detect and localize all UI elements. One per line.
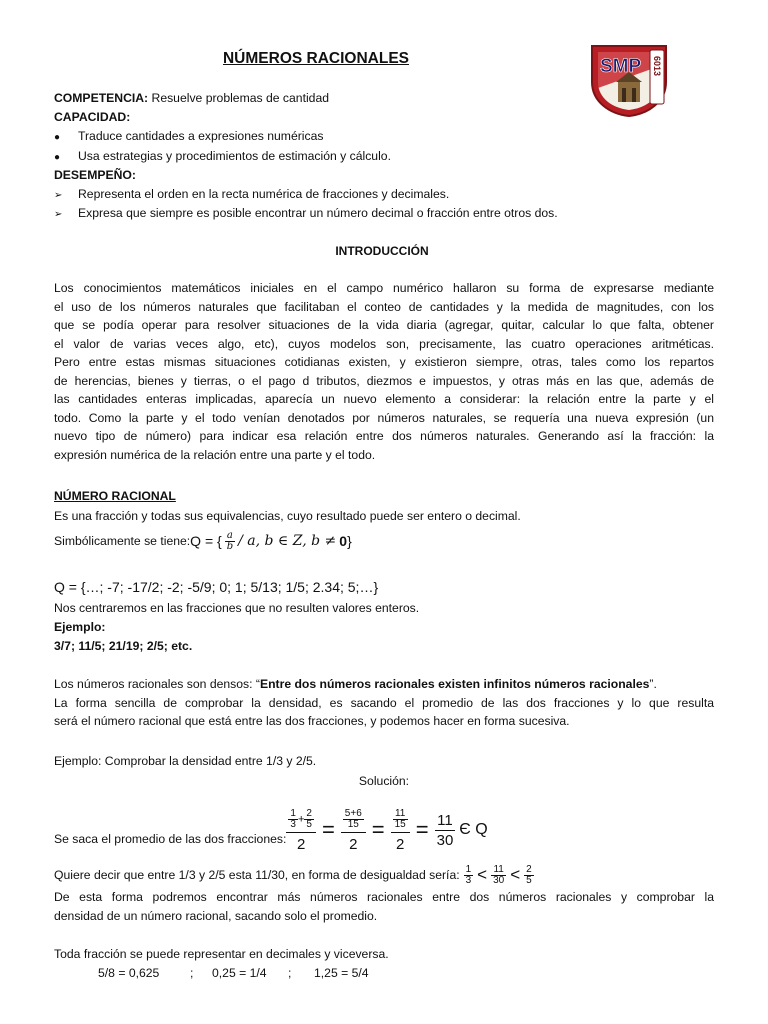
less-than: < bbox=[510, 864, 521, 884]
densidad-ejemplo: Ejemplo: Comprobar la densidad entre 1/3 y 2/5. bbox=[54, 754, 317, 768]
intro-line: el valor de varias veces algo, etc), cuyos modelos son, precisamente, las cuatro operaciones aritméticas. bbox=[54, 336, 714, 351]
quiere-decir: Quiere decir que entre 1/3 y 2/5 esta 11/30, en forma de desigualdad sería: bbox=[54, 867, 460, 882]
ineq-a-den: 3 bbox=[465, 874, 472, 886]
f2-numerator: 2 bbox=[306, 807, 312, 819]
set-denominator: b bbox=[226, 540, 234, 552]
ejemplo-values: 3/7; 11/5; 21/19; 2/5; etc. bbox=[54, 639, 193, 653]
densidad-paragraph bbox=[54, 675, 714, 731]
conclusion-line: densidad de un número racional, sacando solo el promedio. bbox=[54, 908, 378, 923]
set-fraction bbox=[225, 531, 235, 552]
symbolic-prefix: Simbólicamente se tiene: bbox=[54, 533, 191, 548]
logo-text: SMP bbox=[600, 56, 642, 77]
set-close: } bbox=[347, 532, 352, 549]
arrow-bullet-icon: ➢ bbox=[54, 190, 63, 201]
numero-racional-heading: NÚMERO RACIONAL bbox=[54, 489, 176, 503]
ineq-fraction-c bbox=[524, 865, 534, 886]
competencia-text: Resuelve problemas de cantidad bbox=[148, 91, 330, 105]
set-zero: 0 bbox=[339, 532, 348, 549]
intro-line: el uso de los números naturales que facilitaban el conteo de cantidades y la medida de magnitudes, con los bbox=[54, 299, 714, 314]
s2-denominator: 15 bbox=[343, 819, 364, 830]
result-numerator: 11 bbox=[437, 811, 453, 829]
densidad-first-line bbox=[54, 675, 714, 694]
intro-line: las cantidades enteras implicadas, aparecía un nuevo elemento a considerar: la relación entre la parte y el bbox=[54, 392, 714, 406]
desempeno-item bbox=[54, 204, 558, 225]
competencia bbox=[54, 89, 329, 108]
ineq-fraction-b bbox=[491, 865, 506, 886]
average-equation bbox=[54, 800, 488, 860]
densidad-quote: Entre dos números racionales existen infinitos números racionales bbox=[259, 677, 650, 691]
ineq-c-num: 2 bbox=[526, 863, 532, 875]
separator: ; bbox=[288, 966, 292, 980]
desempeno-label: DESEMPEÑO: bbox=[54, 168, 136, 182]
numero-racional-def: Es una fracción y todas sus equivalencias, cuyo resultado puede ser entero o decimal. bbox=[54, 509, 521, 523]
logo-code: 6013 bbox=[652, 56, 662, 77]
decimal-example: 0,25 = 1/4 bbox=[212, 966, 267, 980]
ineq-fraction-a bbox=[464, 865, 474, 886]
decimales-intro: Toda fracción se puede representar en decimales y viceversa. bbox=[54, 947, 389, 961]
intro-line: de herencias, bienes y tierras, o el pago d tributos, diezmos e impuestos, y otras más en las que, además de bbox=[54, 373, 714, 388]
result-denominator: 30 bbox=[436, 831, 454, 849]
symbolic-definition bbox=[54, 526, 352, 556]
capacidad-item bbox=[54, 127, 323, 148]
s3-numerator: 11 bbox=[394, 807, 406, 819]
arrow-bullet-icon: ➢ bbox=[54, 209, 63, 220]
intro-line: expresión numérica de la relación entre una parte y el todo. bbox=[54, 447, 376, 462]
average-den: 2 bbox=[286, 832, 316, 852]
equals-sign: = bbox=[415, 816, 429, 842]
average-den: 2 bbox=[391, 832, 410, 852]
intro-paragraph bbox=[54, 279, 714, 464]
q-list: Q = {…; -7; -17/2; -2; -5/9; 0; 1; 5/13; 1/5; 2.34; 5;…} bbox=[54, 579, 379, 595]
ejemplo-label: Ejemplo: bbox=[54, 620, 106, 634]
bullet-dot-icon: ● bbox=[54, 152, 61, 163]
set-condition: / a, b ∈ Z, b ≠ bbox=[238, 532, 337, 549]
equals-sign: = bbox=[321, 816, 335, 842]
capacidad-item-text: Traduce cantidades a expresiones numéricas bbox=[78, 129, 324, 143]
solucion-label: Solución: bbox=[358, 774, 410, 788]
set-numerator: a bbox=[226, 529, 233, 541]
densidad-suffix: ”. bbox=[649, 677, 657, 691]
ineq-b-den: 30 bbox=[493, 874, 505, 886]
promedio-label: Se saca el promedio de las dos fracciones: bbox=[54, 831, 287, 846]
capacidad-item bbox=[54, 147, 391, 168]
capacidad-label: CAPACIDAD: bbox=[54, 110, 131, 124]
conclusion-line: De esta forma podremos encontrar más números racionales entre dos números racionales y comprobar la bbox=[54, 890, 714, 904]
intro-line: nuevo tipo de número) para indicar esa relación entre dos números naturales. Generando así la fracción: la bbox=[54, 429, 714, 443]
equals-sign: = bbox=[371, 816, 385, 842]
f1-denominator: 3 bbox=[290, 818, 296, 830]
belongs-q: Є Q bbox=[459, 820, 488, 838]
densidad-line: La forma sencilla de comprobar la densidad, es sacando el promedio de las dos fracciones y lo que resulta bbox=[54, 695, 714, 710]
s2-numerator: 5+6 bbox=[344, 807, 362, 819]
inequality-line bbox=[54, 860, 534, 890]
intro-line: todo. Como la parte y el todo venían denotados por números naturales, se requería una nueva expresión (un bbox=[54, 410, 714, 425]
desempeno-item-text: Representa el orden en la recta numérica de fracciones y decimales. bbox=[78, 187, 450, 201]
decimal-example: 5/8 = 0,625 bbox=[98, 966, 160, 980]
centraremos-text: Nos centraremos en las fracciones que no resulten valores enteros. bbox=[54, 601, 420, 615]
less-than: < bbox=[477, 864, 488, 884]
f2-denominator: 5 bbox=[306, 818, 312, 830]
ineq-c-den: 5 bbox=[526, 874, 532, 886]
desempeno-item bbox=[54, 185, 449, 206]
separator: ; bbox=[190, 966, 194, 980]
densidad-prefix: Los números racionales son densos: “ bbox=[54, 677, 260, 691]
set-open: Q = { bbox=[190, 532, 222, 549]
plus-sign: + bbox=[297, 812, 305, 825]
page-title: NÚMEROS RACIONALES bbox=[222, 50, 409, 67]
densidad-line: será el número racional que está entre las dos fracciones, y podemos hacer en forma sucesiva. bbox=[54, 714, 570, 728]
s3-denominator: 15 bbox=[394, 818, 406, 830]
average-den: 2 bbox=[341, 832, 366, 852]
f1-numerator: 1 bbox=[290, 807, 296, 819]
desempeno-item-text: Expresa que siempre es posible encontrar un número decimal o fracción entre otros dos. bbox=[78, 206, 558, 220]
intro-line: Los conocimientos matemáticos iniciales en el campo numérico hallaron su forma de expresarse mediante bbox=[54, 281, 714, 295]
result-fraction bbox=[435, 813, 456, 848]
bullet-dot-icon: ● bbox=[54, 132, 61, 143]
ineq-a-num: 1 bbox=[465, 863, 472, 875]
intro-line: Pero entre estas mismas situaciones cotidianas existen, y existieron siempre, otras, tales como los repartos bbox=[54, 355, 714, 369]
capacidad-item-text: Usa estrategias y procedimientos de estimación y cálculo. bbox=[78, 149, 391, 163]
conclusion-paragraph bbox=[54, 888, 714, 925]
decimal-example: 1,25 = 5/4 bbox=[314, 966, 369, 980]
average-fraction-2 bbox=[341, 809, 366, 852]
average-fraction-1 bbox=[286, 809, 316, 852]
ineq-b-num: 11 bbox=[493, 863, 504, 875]
school-logo bbox=[588, 42, 670, 118]
intro-heading: INTRODUCCIÓN bbox=[335, 244, 429, 258]
intro-line: que se podía operar para resolver situaciones de la vida diaria (agregar, quitar, calcular lo que falta, obtener bbox=[54, 318, 714, 332]
competencia-label: COMPETENCIA: bbox=[54, 91, 149, 105]
average-fraction-3 bbox=[391, 809, 410, 852]
